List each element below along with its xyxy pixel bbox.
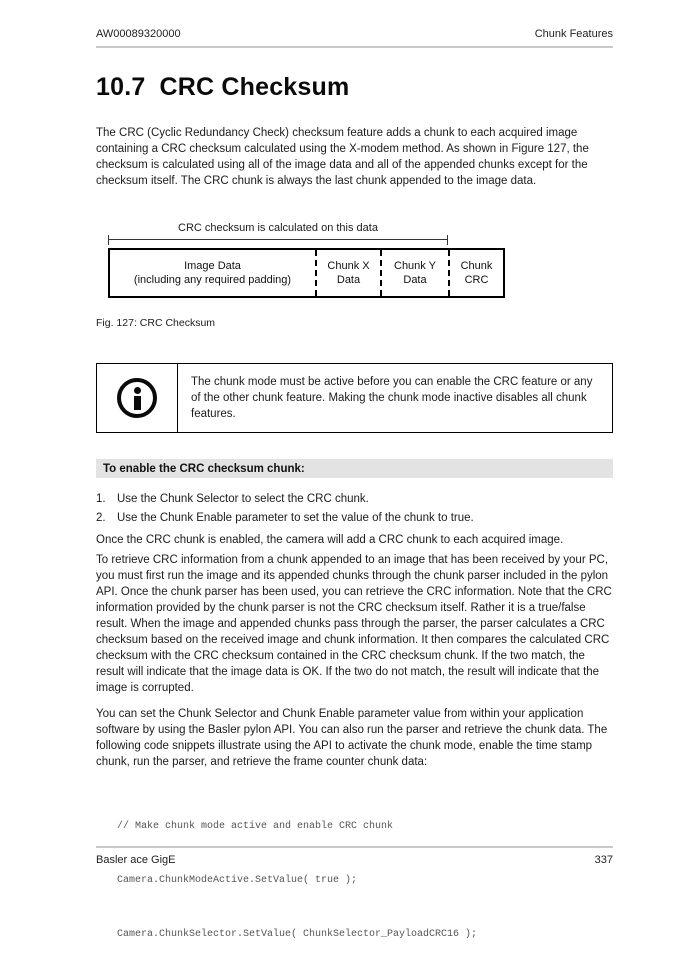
paragraph-once-enabled: Once the CRC chunk is enabled, the camera will add a CRC chunk to each acquired image. <box>96 534 564 546</box>
cell-label-line1: Image Data <box>184 260 241 272</box>
procedure-heading-bar <box>96 459 613 478</box>
note-text: The chunk mode must be active before you can enable the CRC feature or any of the other chunk feature. Making the chunk mode inactive disables all chunk features. <box>191 376 593 420</box>
section-title-text: CRC Checksum <box>159 73 350 101</box>
document-number: AW00089320000 <box>96 28 181 40</box>
cell-label-line2: (including any required padding) <box>133 274 292 286</box>
footer-product-name: Basler ace GigE <box>96 854 176 866</box>
running-footer <box>96 846 613 866</box>
step-number: 1. <box>96 493 106 505</box>
section-title <box>96 73 613 101</box>
intro-paragraph: The CRC (Cyclic Redundancy Check) checksum feature adds a chunk to each acquired image containing a CRC checksum calculated using the X-modem method. As shown in Figure 127, the checksum is calculated using all of the image data and all of the appended chunks except for the checksum itself. The CRC chunk is always the last chunk appended to the image data. <box>96 127 589 187</box>
list-item <box>96 491 613 507</box>
dimension-bracket <box>108 235 448 245</box>
paragraph-retrieve-crc: To retrieve CRC information from a chunk appended to an image that has been received by your PC, you must first run the image and its appended chunks through the chunk parser included in the pylon API. Once the chunk parser has been used, you can retrieve the CRC information. Note that the CRC information provided by the chunk parser is not the CRC checksum itself. Rather it is a true/false result. When the image and appended chunks pass through the parser, the parser calculates a CRC checksum based on the received image and chunk information. It then compares the calculated CRC checksum with the CRC checksum contained in the CRC checksum chunk. If the two match, the result will indicate that the image data is OK. If the two do not match, the result will indicate that the image is corrupted. <box>96 554 612 694</box>
cell-chunk-x <box>315 250 380 296</box>
code-line: Camera.ChunkSelector.SetValue( ChunkSelector_PayloadCRC16 ); <box>117 929 478 940</box>
chapter-name: Chunk Features <box>534 28 613 40</box>
page-number: 337 <box>594 854 613 866</box>
cell-label-line1: Chunk <box>460 260 493 272</box>
info-icon <box>117 378 157 418</box>
step-text: Use the Chunk Selector to select the CRC chunk. <box>117 493 369 505</box>
bracket-label: CRC checksum is calculated on this data <box>178 222 378 234</box>
cell-chunk-y <box>380 250 448 296</box>
cell-label-line2: Data <box>403 274 427 286</box>
footer-rule <box>96 846 613 848</box>
procedure-steps <box>96 491 613 526</box>
cell-label-line1: Chunk Y <box>394 260 436 272</box>
cell-label-line2: Data <box>336 274 361 286</box>
procedure-heading: To enable the CRC checksum chunk: <box>103 462 305 475</box>
note-box <box>96 363 613 433</box>
running-header <box>96 0 613 40</box>
chunk-diagram-box <box>108 248 505 298</box>
step-text: Use the Chunk Enable parameter to set the value of the chunk to true. <box>117 512 474 524</box>
figure-127 <box>96 221 505 330</box>
list-item <box>96 510 613 526</box>
info-icon-stem <box>134 396 141 410</box>
cell-label-line1: Chunk X <box>327 260 370 272</box>
paragraph-set-selector: You can set the Chunk Selector and Chunk Enable parameter value from within your application software by using the Basler pylon API. You can also run the parser and retrieve the chunk data. The following code snippets illustrate using the API to activate the chunk mode, enable the time stamp chunk, run the parser, and retrieve the frame counter chunk data: <box>96 708 608 768</box>
step-number: 2. <box>96 512 106 524</box>
section-number: 10.7 <box>96 73 146 101</box>
note-icon-cell <box>97 364 178 432</box>
figure-caption: Fig. 127: CRC Checksum <box>96 317 216 329</box>
info-icon-dot <box>134 387 141 394</box>
code-line: // Make chunk mode active and enable CRC chunk <box>117 821 394 832</box>
code-snippet <box>117 782 613 980</box>
bracket-line <box>109 239 447 240</box>
cell-chunk-crc <box>448 250 503 296</box>
footer-row <box>96 854 613 866</box>
header-rule <box>96 46 613 48</box>
code-line: Camera.ChunkModeActive.SetValue( true ); <box>117 875 358 886</box>
cell-label-line2: CRC <box>464 274 489 286</box>
cell-image-data <box>110 250 315 296</box>
